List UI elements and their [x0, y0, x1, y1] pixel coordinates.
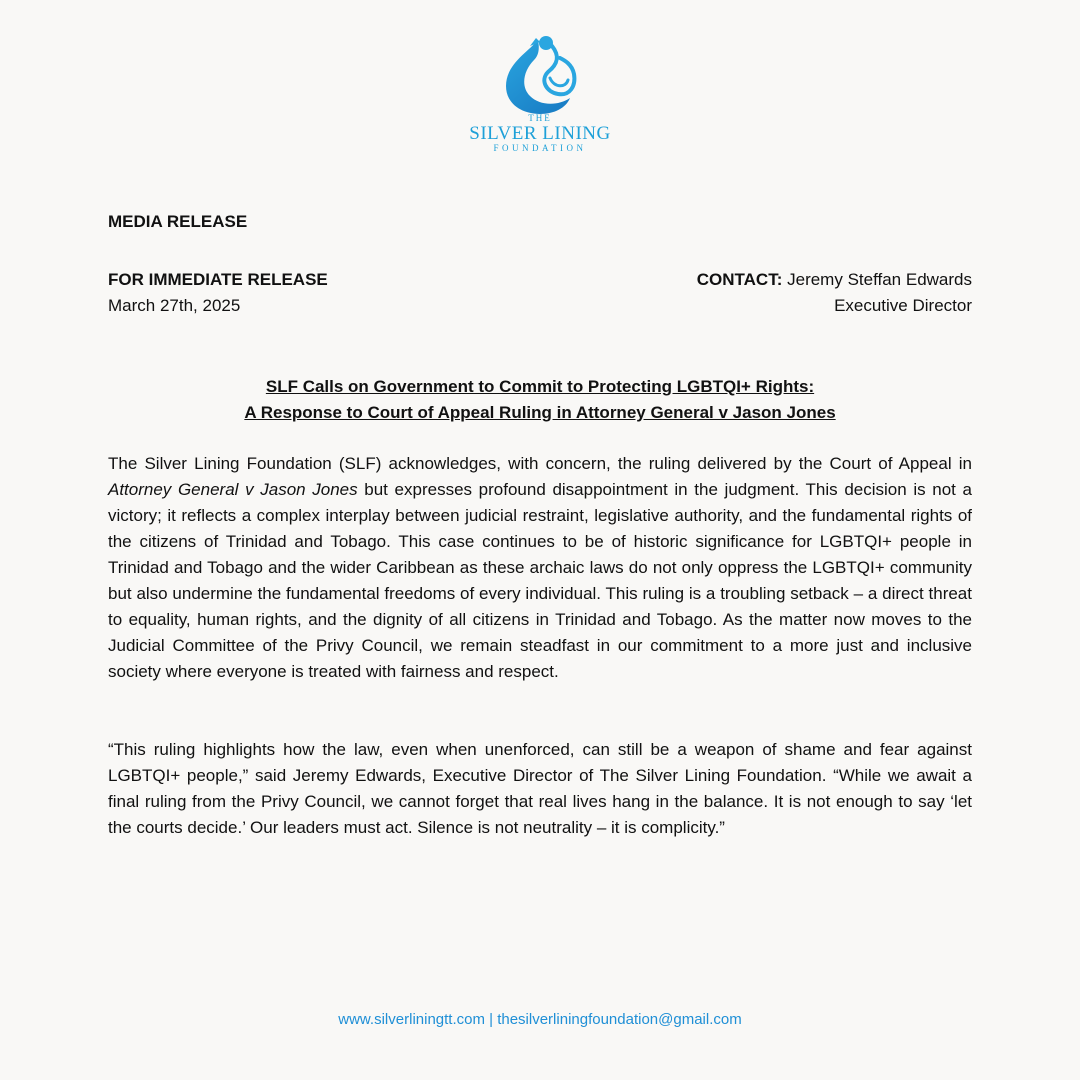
contact-name: Jeremy Steffan Edwards: [787, 270, 972, 289]
logo-name: SILVER LINING: [469, 123, 611, 144]
headline-line-1: SLF Calls on Government to Commit to Protecting LGBTQI+ Rights:: [265, 377, 815, 396]
footer-contact[interactable]: www.silverliningtt.com | thesilverliningfoundation@gmail.com: [338, 1011, 742, 1028]
immediate-release-label: FOR IMMEDIATE RELEASE: [108, 270, 328, 289]
headline: [108, 374, 972, 426]
foundation-logo: [0, 30, 1080, 160]
body-paragraph-1: [108, 451, 972, 685]
swan-icon: [500, 30, 580, 116]
logo-foundation: FOUNDATION: [493, 143, 587, 153]
headline-line-2: A Response to Court of Appeal Ruling in Attorney General v Jason Jones: [244, 403, 836, 422]
release-info: [108, 267, 328, 319]
body-paragraph-2: “This ruling highlights how the law, even when unenforced, can still be a weapon of shame and fear against LGBTQI+ people,” said Jeremy Edwards, Executive Director of The Silver Lining Foundation. “While we await a final ruling from the Privy Council, we cannot forget that real lives hang in the balance. It is not enough to say ‘let the courts decide.’ Our leaders must act. Silence is not neutrality – it is complicity.”: [108, 740, 972, 837]
logo-the: THE: [528, 113, 552, 123]
media-release-label: MEDIA RELEASE: [108, 212, 248, 231]
p1-part-a: The Silver Lining Foundation (SLF) acknowledges, with concern, the ruling delivered by the Court of Appeal in: [108, 454, 972, 473]
contact-title: Executive Director: [834, 296, 972, 315]
contact-info: [697, 267, 972, 319]
p1-part-b: but expresses profound disappointment in the judgment. This decision is not a victory; it reflects a complex interplay between judicial restraint, legislative authority, and the fundamental rights of the citizens of Trinidad and Tobago. This case continues to be of historic significance for LGBTQI+ people in Trinidad and Tobago and the wider Caribbean as these archaic laws do not only oppress the LGBTQI+ community but also undermine the fundamental freedoms of every individual. This ruling is a troubling setback – a direct threat to equality, human rights, and the dignity of all citizens in Trinidad and Tobago. As the matter now moves to the Judicial Committee of the Privy Council, we remain steadfast in our commitment to a more just and inclusive society where everyone is treated with fairness and respect.: [108, 480, 972, 681]
case-name: Attorney General v Jason Jones: [108, 480, 358, 499]
release-date: March 27th, 2025: [108, 296, 241, 315]
contact-label: CONTACT:: [696, 270, 783, 289]
